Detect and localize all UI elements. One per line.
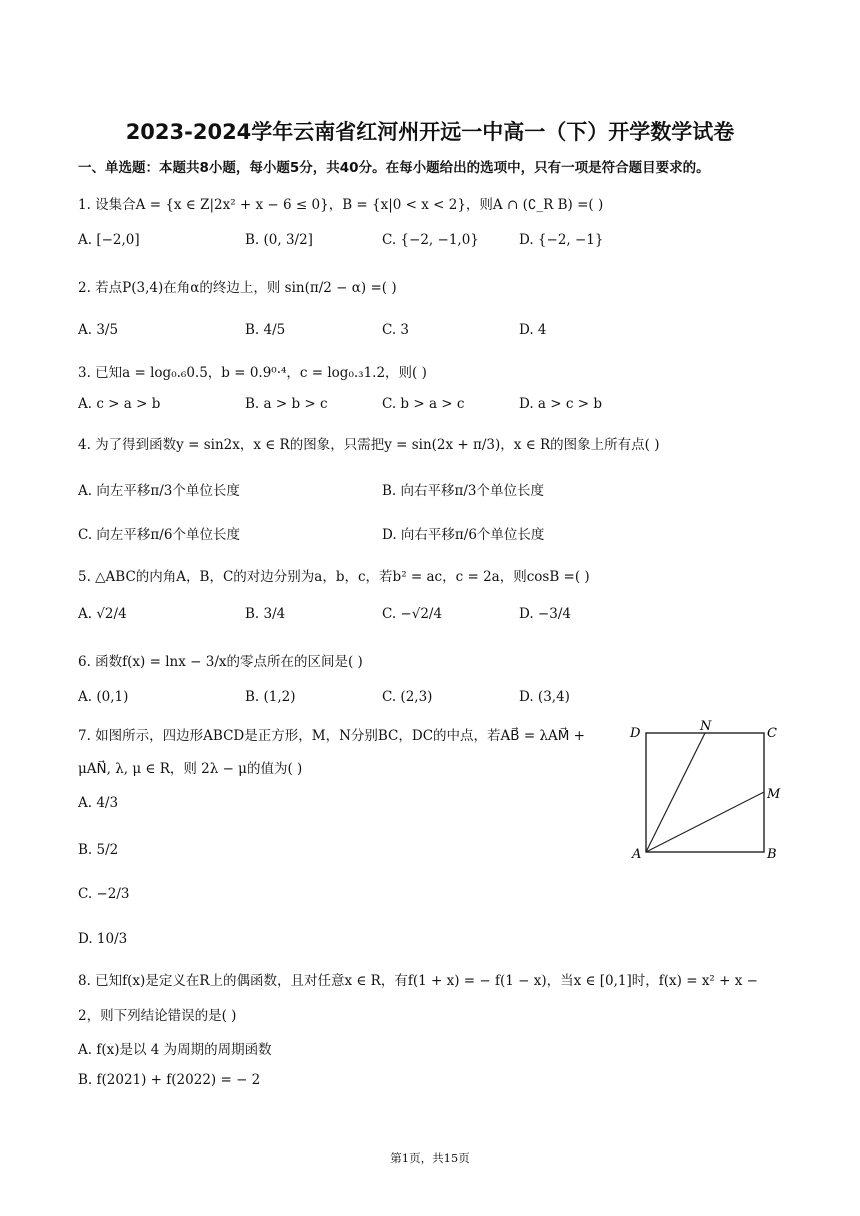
- q6-option-d: D. (3,4): [519, 689, 570, 705]
- question-2-stem: 2. 若点P(3,4)在角α的终边上，则 sin(π/2 − α) =( ): [78, 280, 397, 296]
- label-b: B: [767, 847, 777, 862]
- q4-option-d: D. 向右平移π/6个单位长度: [382, 527, 545, 543]
- q2-option-a: A. 3/5: [78, 322, 119, 338]
- q7-option-b: B. 5/2: [78, 842, 119, 858]
- square-abcd: [646, 733, 764, 852]
- segment-an: [646, 733, 705, 852]
- q2-option-b: B. 4/5: [245, 322, 286, 338]
- q3-option-d: D. a > c > b: [519, 396, 602, 412]
- page-footer: 第1页，共15页: [390, 1151, 470, 1165]
- label-n: N: [700, 720, 712, 734]
- square-figure: [628, 720, 788, 865]
- question-7-stem: 7. 如图所示，四边形ABCD是正方形，M，N分别BC，DC的中点，若AB⃗ = λAM⃗ +: [78, 728, 585, 744]
- segment-am: [646, 792, 764, 852]
- q8-option-b: B. f(2021) + f(2022) = − 2: [78, 1072, 261, 1088]
- label-c: C: [767, 726, 777, 741]
- q3-option-a: A. c > a > b: [78, 396, 161, 412]
- q4-option-a: A. 向左平移π/3个单位长度: [78, 483, 240, 499]
- question-3-stem: 3. 已知a = log₀.₆0.5，b = 0.9⁰·⁴，c = log₀.₃1.2，则( ): [78, 365, 427, 381]
- q5-option-d: D. −3/4: [519, 606, 571, 622]
- page-title: 2023-2024学年云南省红河州开远一中高一（下）开学数学试卷: [125, 120, 735, 144]
- q7-option-d: D. 10/3: [78, 931, 128, 947]
- label-d: D: [630, 726, 641, 741]
- q2-option-c: C. 3: [382, 322, 410, 338]
- q1-option-c: C. {−2, −1,0}: [382, 232, 479, 248]
- section-header: 一、单选题：本题共8小题，每小题5分，共40分。在每小题给出的选项中，只有一项是符合题目要求的。: [78, 160, 710, 176]
- q6-option-c: C. (2,3): [382, 689, 433, 705]
- question-7-stem-cont: μAN⃗, λ, μ ∈ R，则 2λ − μ的值为( ): [78, 761, 303, 777]
- question-5-stem: 5. △ABC的内角A，B，C的对边分别为a，b，c，若b² = ac，c = 2a，则cosB =( ): [78, 569, 590, 585]
- q2-option-d: D. 4: [519, 322, 547, 338]
- question-4-stem: 4. 为了得到函数y = sin2x，x ∈ R的图象，只需把y = sin(2x + π/3)，x ∈ R的图象上所有点( ): [78, 437, 660, 453]
- question-6-stem: 6. 函数f(x) = lnx − 3/x的零点所在的区间是( ): [78, 654, 363, 670]
- q1-option-d: D. {−2, −1}: [519, 232, 604, 248]
- q3-option-b: B. a > b > c: [245, 396, 328, 412]
- q4-option-b: B. 向右平移π/3个单位长度: [382, 483, 545, 499]
- q5-option-c: C. −√2/4: [382, 606, 443, 622]
- question-8-stem-cont: 2，则下列结论错误的是( ): [78, 1008, 237, 1024]
- q7-option-c: C. −2/3: [78, 886, 130, 902]
- label-m: M: [767, 787, 781, 802]
- question-1-stem: 1. 设集合A = {x ∈ Z|2x² + x − 6 ≤ 0}，B = {x|0 < x < 2}，则A ∩ (∁_R B) =( ): [78, 197, 604, 213]
- q3-option-c: C. b > a > c: [382, 396, 465, 412]
- q8-option-a: A. f(x)是以 4 为周期的周期函数: [78, 1042, 272, 1058]
- q1-option-b: B. (0, 3/2]: [245, 232, 313, 248]
- question-8-stem: 8. 已知f(x)是定义在R上的偶函数，且对任意x ∈ R，有f(1 + x) = − f(1 − x)，当x ∈ [0,1]时，f(x) = x² + x −: [78, 973, 758, 989]
- q4-option-c: C. 向左平移π/6个单位长度: [78, 527, 240, 543]
- q5-option-a: A. √2/4: [78, 606, 127, 622]
- q5-option-b: B. 3/4: [245, 606, 286, 622]
- q6-option-b: B. (1,2): [245, 689, 296, 705]
- q7-option-a: A. 4/3: [78, 795, 119, 811]
- label-a: A: [632, 847, 642, 862]
- q1-option-a: A. [−2,0]: [78, 232, 140, 248]
- q6-option-a: A. (0,1): [78, 689, 129, 705]
